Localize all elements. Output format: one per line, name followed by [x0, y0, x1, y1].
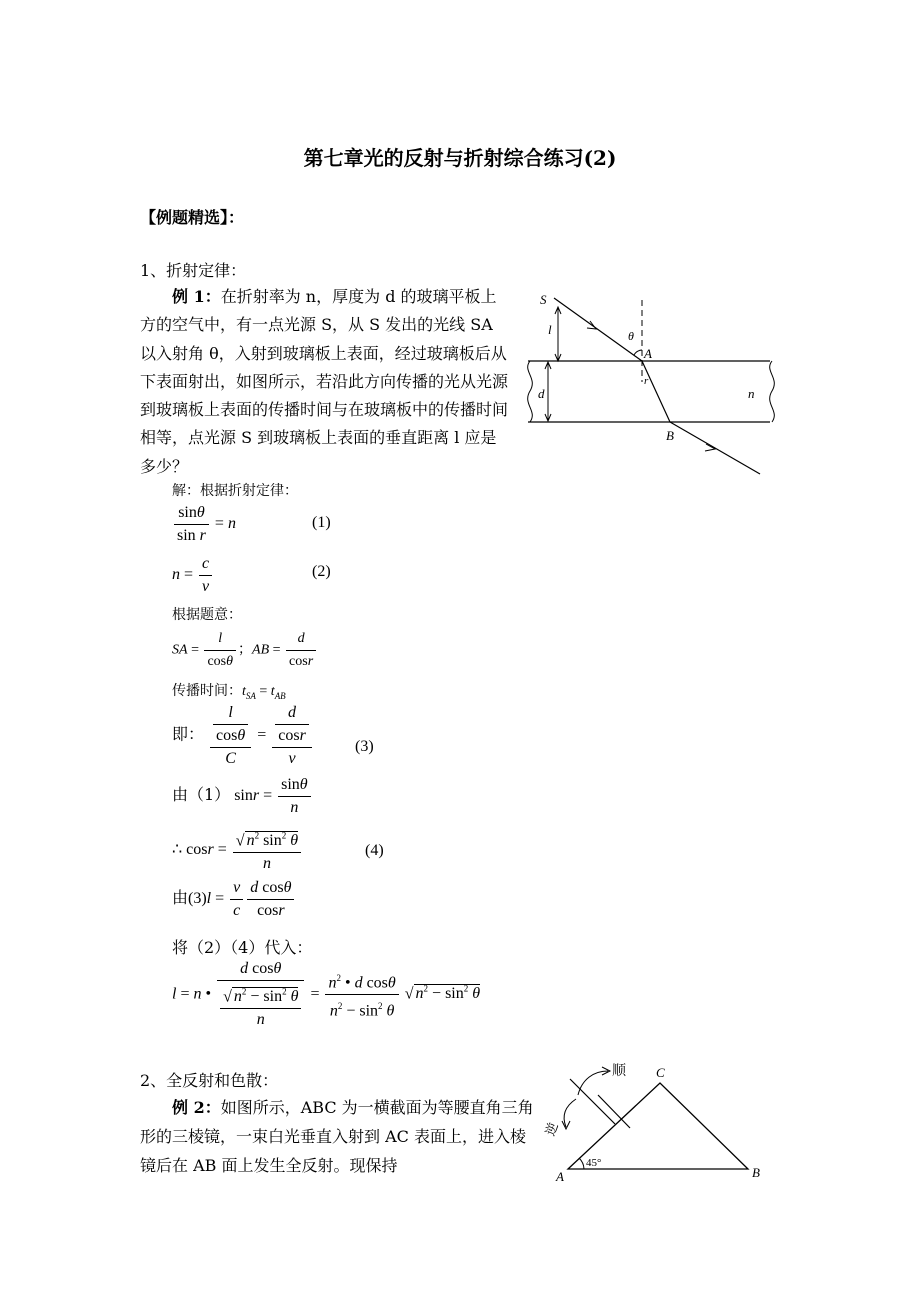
- equation-tag-4: (4): [365, 842, 384, 859]
- example-1-text: 在折射率为 n，厚度为 d 的玻璃平板上方的空气中，有一点光源 S，从 S 发出的光线 SA 以入射角 θ，入射到玻璃板上表面，经过玻璃板后从下表面射出，如图所示，若沿此方向传播的光从光源到玻璃板上表面的传播时间与在玻璃板中的传播时间相等，点光源 S 到玻璃板上表面的垂直距离 l 应是多少？: [140, 287, 509, 476]
- label-S: S: [540, 292, 547, 307]
- equation-2: n = $\frac{c}{v}$: [172, 553, 214, 598]
- refracted-ray-AB: [642, 361, 670, 422]
- equation-sinr: 由（1） sinr = $\frac{\sin\theta}{n}$: [172, 774, 313, 819]
- label-A: A: [644, 346, 652, 361]
- label-45: 45°: [586, 1157, 602, 1169]
- substitute-label: 将（2）（4）代入：: [172, 938, 313, 957]
- section-header: 【例题精选】：: [140, 208, 245, 227]
- equation-3: 即： $\frac{\frac{l}{\cos\theta}}{C}$ = $\frac{\frac{d}{\cos r}}{v}$: [172, 702, 314, 770]
- equation-time: 传播时间：$t_{SA} = t_{AB}$: [172, 684, 286, 701]
- counterclockwise-arrow: [564, 1099, 576, 1127]
- label-theta: θ: [628, 329, 634, 343]
- equation-1: $\frac{\sin\theta}{\text{sin r}}$ = n: [172, 502, 236, 547]
- example-1-label: 例 1：: [172, 287, 221, 306]
- equation-4: ∴ cosr = $\frac{√ n^2 \sin^2 \theta}{n}$: [172, 825, 303, 875]
- topic-refraction-law: 1、折射定律：: [140, 261, 247, 280]
- topic-total-reflection: 2、全反射和色散：: [140, 1071, 279, 1090]
- label-l: l: [548, 322, 552, 337]
- counterclockwise-arrowhead: [562, 1121, 570, 1129]
- figure-glass-slab: [520, 286, 790, 481]
- theta-arc: [634, 350, 642, 355]
- incident-beam: [570, 1079, 615, 1124]
- angle-45-arc: [579, 1158, 584, 1169]
- emergent-ray: [670, 422, 760, 474]
- solution-intro: 解：根据折射定律：: [172, 483, 298, 499]
- label-r: r: [644, 375, 649, 387]
- equation-SA-AB: SA = $\frac{l}{\cos\theta}$ ；AB = $\frac{d}{\cos r}$: [172, 628, 318, 673]
- equation-tag-3: (3): [355, 738, 374, 755]
- label-A2: A: [556, 1169, 564, 1184]
- label-d: d: [538, 386, 545, 401]
- page-title: 第七章光的反射与折射综合练习(2): [303, 146, 617, 170]
- slab-right-break: [770, 361, 775, 422]
- equation-tag-2: (2): [312, 563, 331, 580]
- label-n: n: [748, 386, 755, 401]
- label-shun: 顺: [612, 1063, 626, 1079]
- equation-l-from-3: 由(3)l = $\frac{v}{c}$ $\frac{\text{d cosθ}}{\cos r}$: [172, 877, 296, 922]
- label-ni: 逆: [543, 1120, 562, 1139]
- by-question-label: 根据题意：: [172, 607, 242, 623]
- example-1-paragraph: [140, 283, 510, 481]
- equation-final: l = n • $\frac{\text{d cosθ}}{\frac{√ n^2 - \sin^2 \theta}{n}}$ = $\frac{n^2 • d \cos\theta}{n^2 - \sin^2 \theta}$ √ $n^2 - \sin^2 \theta$: [172, 960, 481, 1029]
- label-B2: B: [752, 1165, 760, 1180]
- slab-left-break: [528, 361, 533, 422]
- example-2-text: 如图所示，ABC 为一横截面为等腰直角三角形的三棱镜，一束白光垂直入射到 AC 表面上，进入棱镜后在 AB 面上发生全反射。现保持: [140, 1098, 534, 1175]
- label-C: C: [656, 1065, 665, 1080]
- example-2-paragraph: [140, 1093, 535, 1180]
- example-2-label: 例 2：: [172, 1098, 221, 1117]
- figure-prism: [540, 1055, 770, 1190]
- label-B: B: [666, 428, 674, 443]
- equation-tag-1: (1): [312, 514, 331, 531]
